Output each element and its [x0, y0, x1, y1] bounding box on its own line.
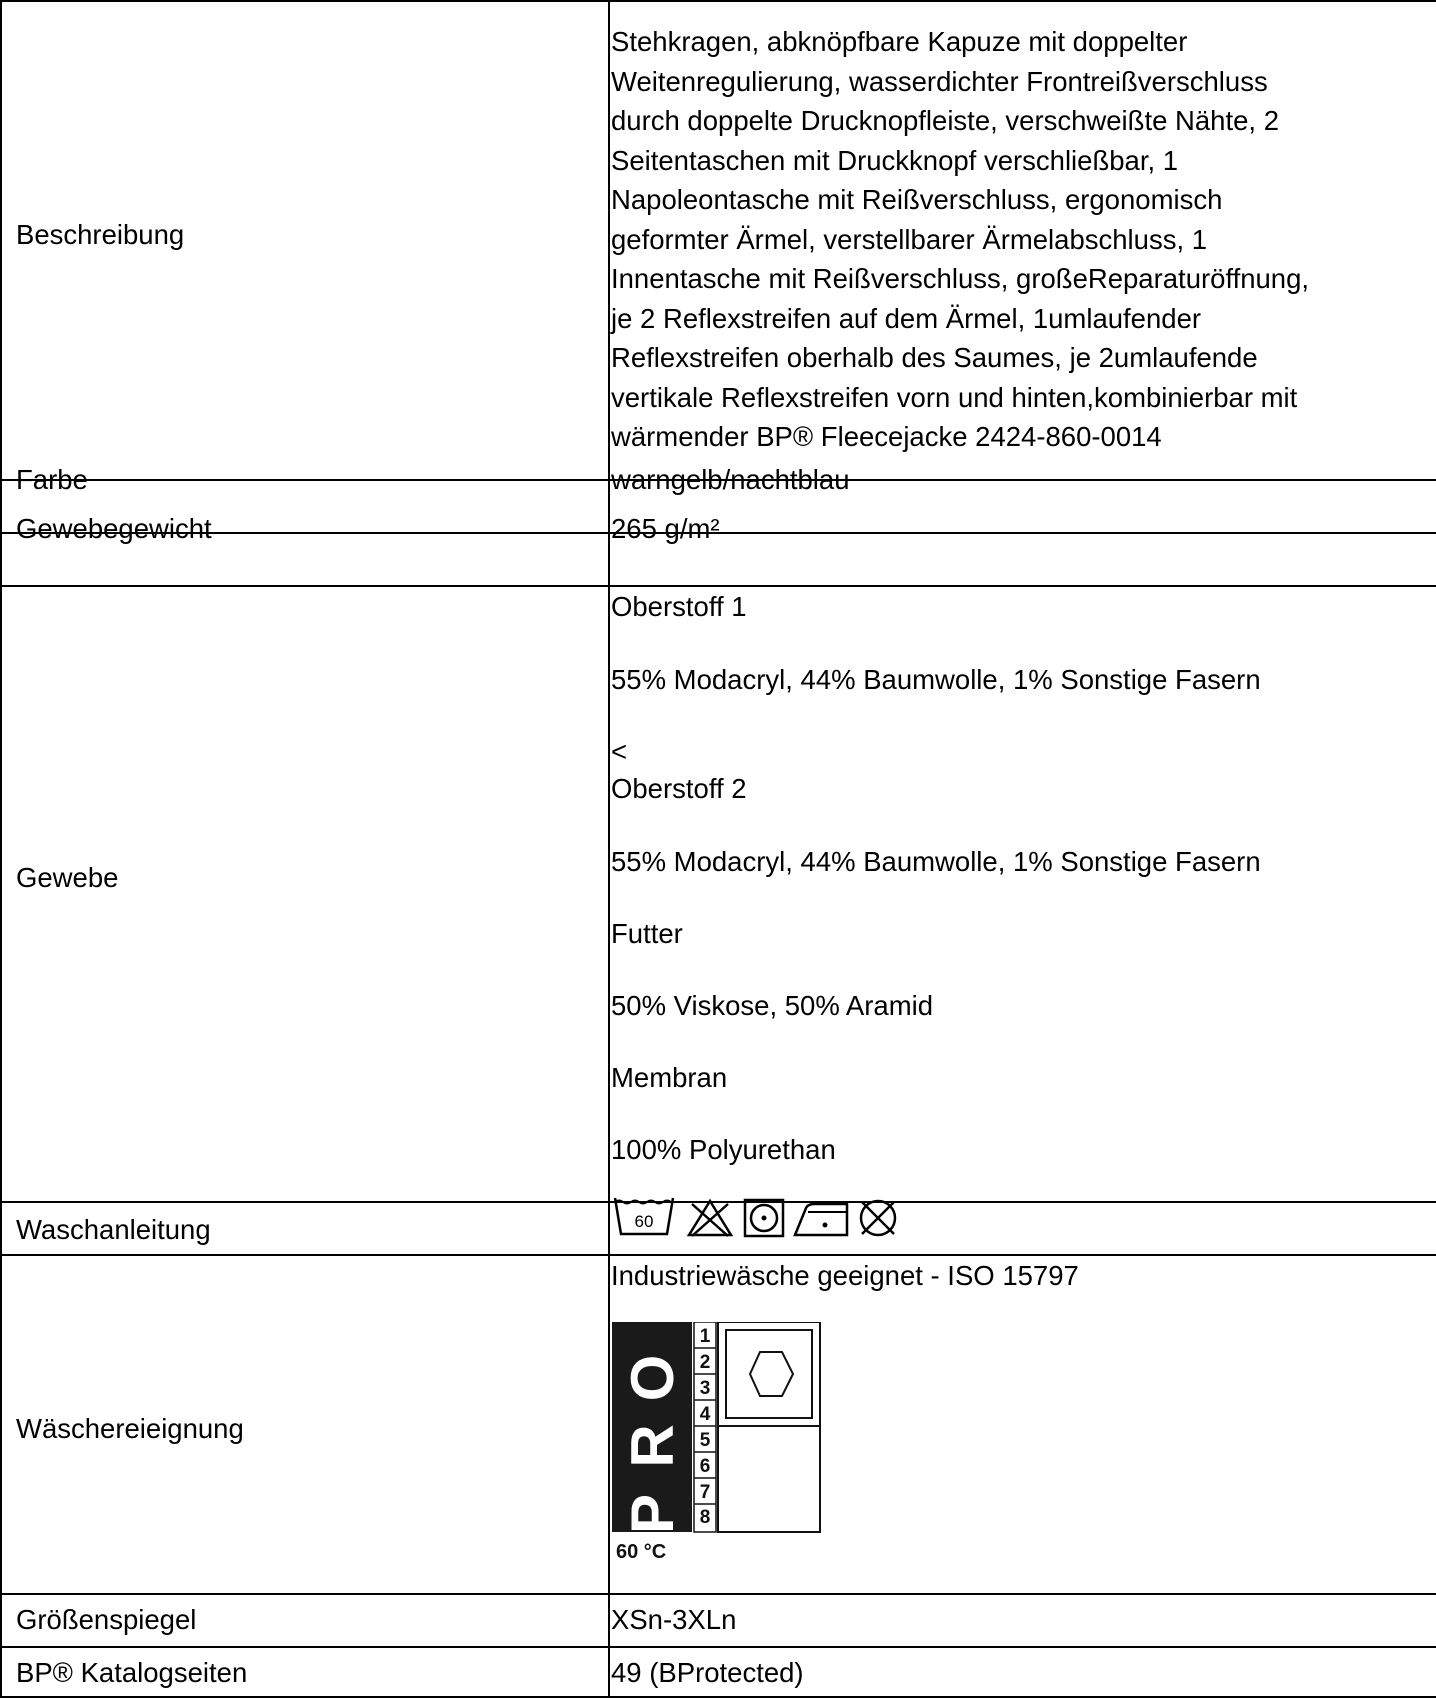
description-line: Weitenregulierung, wasserdichter Frontreißverschluss: [611, 65, 1268, 97]
row-divider: [0, 1254, 1436, 1256]
value-groessenspiegel: XSn-3XLn: [611, 1604, 737, 1635]
fabric-line: Oberstoff 1: [611, 591, 747, 622]
wash-temperature: 60: [634, 1212, 654, 1231]
fabric-line: Futter: [611, 918, 683, 949]
svg-text:P: P: [619, 1493, 686, 1535]
value-katalogseiten: 49 (BProtected): [611, 1657, 804, 1688]
fabric-line: 100% Polyurethan: [611, 1134, 836, 1165]
no-bleach-icon: [686, 1198, 734, 1238]
fabric-line: <: [611, 736, 628, 767]
svg-text:3: 3: [699, 1378, 711, 1399]
value-beschreibung: [611, 22, 1309, 457]
pro-industrial-laundry-logo: [612, 1322, 824, 1562]
label-waschanleitung: Waschanleitung: [16, 1214, 211, 1245]
description-line: Seitentaschen mit Druckknopf verschließbar, 1: [611, 144, 1179, 176]
description-line: geformter Ärmel, verstellbarer Ärmelabschluss, 1: [611, 223, 1208, 255]
fabric-line: Membran: [611, 1062, 728, 1093]
fabric-line: 50% Viskose, 50% Aramid: [611, 990, 934, 1021]
column-divider: [608, 0, 610, 1698]
wash-60-icon: [613, 1196, 675, 1238]
description-line: Reflexstreifen oberhalb des Saumes, je 2umlaufende: [611, 342, 1258, 373]
description-line: wärmender BP® Fleecejacke 2424-860-0014: [611, 421, 1162, 452]
label-groessenspiegel: Größenspiegel: [16, 1604, 197, 1635]
svg-text:2: 2: [699, 1352, 711, 1373]
svg-text:7: 7: [699, 1482, 711, 1503]
row-divider: [0, 585, 1436, 587]
label-beschreibung: Beschreibung: [16, 219, 185, 250]
svg-text:6: 6: [699, 1456, 711, 1477]
fabric-line: 55% Modacryl, 44% Baumwolle, 1% Sonstige Fasern: [611, 846, 1261, 877]
logo-temperature: 60 °C: [616, 1541, 667, 1562]
description-line: Napoleontasche mit Reißverschluss, ergonomisch: [611, 184, 1223, 215]
description-line: vertikale Reflexstreifen vorn und hinten,kombinierbar mit: [611, 381, 1298, 413]
no-dry-clean-icon: [856, 1198, 900, 1238]
row-divider: [0, 1593, 1436, 1595]
tumble-dry-icon: [742, 1198, 786, 1238]
description-line: durch doppelte Drucknopfleiste, verschweißte Nähte, 2: [611, 105, 1279, 136]
label-farbe: Farbe: [16, 464, 88, 495]
svg-text:R: R: [619, 1424, 686, 1468]
description-line: Stehkragen, abknöpfbare Kapuze mit doppelter: [611, 26, 1188, 57]
iron-low-icon: [792, 1198, 850, 1238]
fabric-line: Oberstoff 2: [611, 773, 747, 804]
description-line: Innentasche mit Reißverschluss, großeReparaturöffnung,: [611, 263, 1310, 294]
value-gewebegewicht: 265 g/m²: [611, 513, 720, 544]
label-gewebe: Gewebe: [16, 862, 119, 893]
label-waeschereieignung: Wäschereieignung: [16, 1413, 244, 1444]
svg-text:O: O: [619, 1354, 686, 1402]
value-farbe: warngelb/nachtblau: [611, 464, 850, 495]
description-line: je 2 Reflexstreifen auf dem Ärmel, 1umlaufender: [611, 302, 1202, 334]
svg-text:8: 8: [699, 1507, 711, 1528]
svg-text:4: 4: [699, 1404, 711, 1425]
svg-text:1: 1: [699, 1326, 711, 1347]
table-border-top: [0, 0, 1436, 2]
value-waeschereieignung: Industriewäsche geeignet - ISO 15797: [611, 1260, 1079, 1291]
label-katalogseiten: BP® Katalogseiten: [16, 1657, 248, 1688]
table-border-left: [0, 0, 2, 1698]
label-gewebegewicht: Gewebegewicht: [16, 513, 212, 544]
svg-text:5: 5: [699, 1430, 711, 1451]
row-divider: [0, 1646, 1436, 1648]
fabric-line: 55% Modacryl, 44% Baumwolle, 1% Sonstige Fasern: [611, 664, 1261, 695]
